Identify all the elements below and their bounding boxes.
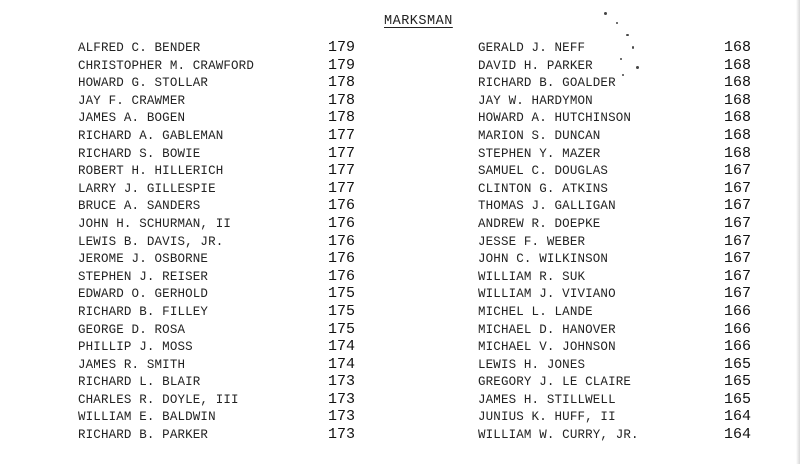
- marksman-score: 176: [328, 214, 356, 232]
- marksman-name: ALFRED C. BENDER: [78, 41, 201, 55]
- marksman-name: THOMAS J. GALLIGAN: [478, 199, 616, 214]
- ink-speck: [626, 34, 629, 36]
- ink-speck: [604, 12, 607, 15]
- marksman-score: 173: [328, 390, 356, 408]
- marksman-name: RICHARD B. GOALDER: [478, 76, 616, 91]
- marksman-score: 164: [724, 426, 752, 444]
- marksman-score: 174: [328, 355, 356, 373]
- marksman-name: MICHAEL D. HANOVER: [478, 322, 616, 337]
- marksman-score: 176: [328, 197, 356, 215]
- ink-speck: [622, 74, 624, 76]
- ink-speck: [632, 46, 634, 49]
- marksman-score: 177: [328, 144, 356, 162]
- marksman-score: 168: [724, 91, 752, 109]
- marksman-score: 165: [724, 390, 752, 408]
- marksman-name: JAY W. HARDYMON: [478, 93, 593, 108]
- marksman-name: WILLIAM R. SUK: [478, 269, 586, 284]
- marksman-score: 168: [724, 56, 752, 74]
- page-title: MARKSMAN: [384, 14, 453, 29]
- marksman-name: JESSE F. WEBER: [478, 234, 586, 249]
- marksman-score: 168: [724, 39, 752, 56]
- marksman-score: 167: [724, 250, 752, 268]
- marksman-name: GEORGE D. ROSA: [78, 322, 186, 337]
- marksman-score: 177: [328, 179, 356, 197]
- marksman-score: 173: [328, 408, 356, 426]
- ink-speck: [620, 58, 622, 60]
- marksman-name: JOHN C. WILKINSON: [478, 252, 609, 267]
- marksman-score: 167: [724, 214, 752, 232]
- marksman-score: 179: [328, 56, 356, 74]
- marksman-score: 166: [724, 338, 752, 356]
- marksman-name: SAMUEL C. DOUGLAS: [478, 164, 609, 179]
- marksman-score: 164: [724, 408, 752, 426]
- marksman-score: 178: [328, 109, 356, 127]
- marksman-score: 177: [328, 126, 356, 144]
- ink-speck: [616, 22, 618, 24]
- marksman-name: STEPHEN J. REISER: [78, 269, 209, 284]
- marksman-score: 179: [328, 39, 356, 56]
- marksman-name: GREGORY J. LE CLAIRE: [478, 375, 632, 390]
- marksman-name: JUNIUS K. HUFF, II: [478, 410, 616, 425]
- marksman-name: CHRISTOPHER M. CRAWFORD: [78, 58, 254, 73]
- marksman-score: 167: [724, 285, 752, 303]
- marksman-name: LEWIS B. DAVIS, JR.: [78, 234, 224, 249]
- marksman-name: BRUCE A. SANDERS: [78, 199, 201, 214]
- marksman-name: ANDREW R. DOEPKE: [478, 216, 601, 231]
- marksman-name: RICHARD S. BOWIE: [78, 146, 201, 161]
- marksman-name: JOHN H. SCHURMAN, II: [78, 216, 232, 231]
- marksman-score: 176: [328, 267, 356, 285]
- marksman-score: 178: [328, 91, 356, 109]
- marksman-name: JAMES H. STILLWELL: [478, 392, 616, 407]
- marksman-score: 176: [328, 232, 356, 250]
- marksman-score: 168: [724, 144, 752, 162]
- marksman-name: RICHARD B. PARKER: [78, 428, 209, 443]
- marksman-name: GERALD J. NEFF: [478, 41, 586, 55]
- marksman-score: 174: [328, 338, 356, 356]
- ink-speck: [636, 66, 639, 69]
- marksman-name: RICHARD A. GABLEMAN: [78, 128, 224, 143]
- marksman-name: JAMES A. BOGEN: [78, 111, 186, 126]
- marksman-name: LEWIS H. JONES: [478, 357, 586, 372]
- marksman-name: DAVID H. PARKER: [478, 58, 593, 73]
- marksman-name: WILLIAM E. BALDWIN: [78, 410, 216, 425]
- marksman-name: PHILLIP J. MOSS: [78, 340, 193, 355]
- marksman-score: 175: [328, 302, 356, 320]
- marksman-name: MICHEL L. LANDE: [478, 304, 593, 319]
- marksman-score: 167: [724, 179, 752, 197]
- marksman-score: 166: [724, 320, 752, 338]
- marksman-name: WILLIAM W. CURRY, JR.: [478, 428, 639, 443]
- marksman-name: ROBERT H. HILLERICH: [78, 164, 224, 179]
- marksman-score: 176: [328, 250, 356, 268]
- page-edge-shadow: [796, 0, 800, 464]
- marksman-score: 165: [724, 355, 752, 373]
- marksman-score: 173: [328, 426, 356, 444]
- marksman-name: MARION S. DUNCAN: [478, 128, 601, 143]
- marksman-score: 167: [724, 197, 752, 215]
- marksman-name: JAMES R. SMITH: [78, 357, 186, 372]
- marksman-name: CLINTON G. ATKINS: [478, 181, 609, 196]
- marksman-name: LARRY J. GILLESPIE: [78, 181, 216, 196]
- marksman-score: 165: [724, 373, 752, 391]
- marksman-name: EDWARD O. GERHOLD: [78, 287, 209, 302]
- marksman-name: JAY F. CRAWMER: [78, 93, 186, 108]
- marksman-score: 175: [328, 285, 356, 303]
- marksman-score: 177: [328, 162, 356, 180]
- marksman-name: RICHARD B. FILLEY: [78, 304, 209, 319]
- marksman-name: HOWARD A. HUTCHINSON: [478, 111, 632, 126]
- marksman-score: 168: [724, 74, 752, 92]
- marksman-name: STEPHEN Y. MAZER: [478, 146, 601, 161]
- marksman-name: CHARLES R. DOYLE, III: [78, 392, 239, 407]
- marksman-score: 178: [328, 74, 356, 92]
- marksman-score: 175: [328, 320, 356, 338]
- marksman-score: 168: [724, 126, 752, 144]
- marksman-name: RICHARD L. BLAIR: [78, 375, 201, 390]
- marksman-score: 167: [724, 162, 752, 180]
- marksman-score: 166: [724, 302, 752, 320]
- marksman-name: HOWARD G. STOLLAR: [78, 76, 209, 91]
- marksman-score: 173: [328, 373, 356, 391]
- marksman-name: JEROME J. OSBORNE: [78, 252, 209, 267]
- marksman-name: MICHAEL V. JOHNSON: [478, 340, 616, 355]
- marksman-score: 168: [724, 109, 752, 127]
- marksman-score: 167: [724, 267, 752, 285]
- marksman-score: 167: [724, 232, 752, 250]
- marksman-name: WILLIAM J. VIVIANO: [478, 287, 616, 302]
